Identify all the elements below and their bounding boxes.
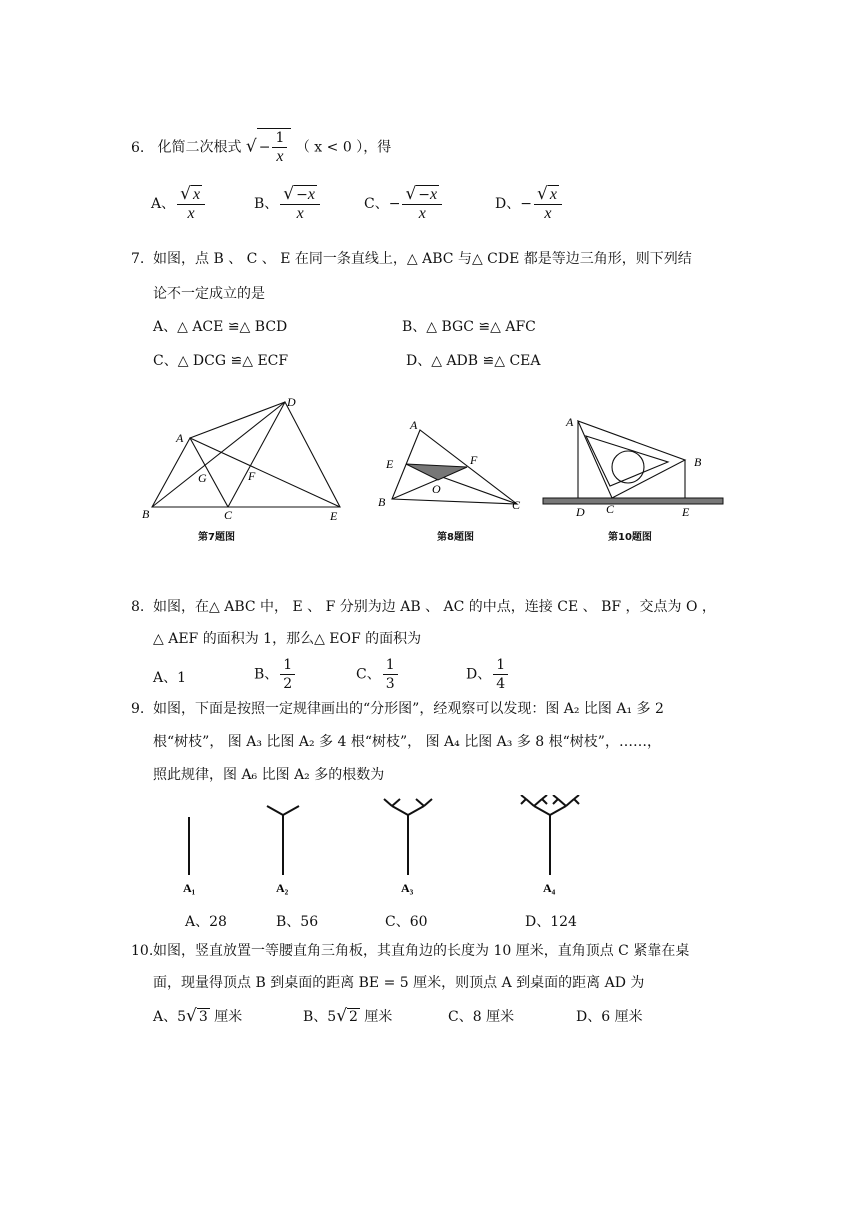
option-d[interactable]: D、− $\frac{√ x}{x}$: [495, 185, 564, 223]
tree-label-a3: A₃: [401, 881, 414, 895]
question-number: 8.: [131, 599, 145, 615]
figure-10-caption: 第10题图: [608, 532, 652, 543]
question-number: 10.: [131, 943, 154, 959]
question-9-line2: 根“树枝”， 图 A₃ 比图 A₂ 多 4 根“树枝”， 图 A₄ 比图 A₃ 多 8 根“树枝”，……，: [153, 734, 661, 750]
question-text: 如图，竖直放置一等腰直角三角板，其直角边的长度为 10 厘米，直角顶点 C 紧靠在桌: [153, 943, 690, 959]
figure-7-caption: 第7题图: [198, 532, 235, 543]
tree-label-a2: A₂: [276, 881, 289, 895]
label-c: C: [606, 502, 615, 516]
question-number: 7.: [131, 251, 145, 267]
option-d[interactable]: D、 $\frac{1}{4}$: [466, 656, 510, 693]
label-d: D: [287, 395, 296, 409]
figure-10: [540, 410, 730, 520]
label-b: B: [142, 507, 150, 521]
question-number: 6.: [131, 139, 145, 156]
option-c[interactable]: C、△ DCG ≌△ ECF: [153, 353, 289, 369]
label-a: A: [176, 431, 184, 445]
label-c: C: [224, 508, 233, 522]
option-b[interactable]: B、 $\frac{1}{2}$: [254, 656, 297, 693]
figure-8: [372, 412, 532, 517]
question-text: 化简二次根式: [157, 139, 242, 156]
tree-label-a1: A₁: [183, 881, 196, 895]
label-b: B: [694, 455, 702, 469]
label-o: O: [432, 482, 441, 496]
label-f: F: [248, 469, 256, 483]
label-d: D: [576, 505, 585, 519]
label-e: E: [682, 505, 690, 519]
question-7-line2: 论不一定成立的是: [153, 286, 265, 302]
label-a: A: [566, 415, 574, 429]
label-g: G: [198, 471, 207, 485]
option-d[interactable]: D、124: [525, 914, 577, 930]
label-c: C: [512, 498, 521, 512]
option-a[interactable]: A、△ ACE ≌△ BCD: [153, 319, 288, 335]
fractal-trees: [170, 795, 620, 900]
question-10: [131, 940, 689, 960]
option-b[interactable]: B、 $\frac{√ -x}{x}$: [254, 185, 322, 223]
question-condition: （ x < 0 ），得: [295, 139, 392, 156]
question-9-line3: 照此规律，图 A₆ 比图 A₂ 多的根数为: [153, 767, 385, 783]
question-text: 如图，在△ ABC 中， E 、 F 分别为边 AB 、 AC 的中点，连接 CE 、 BF ，交点为 O ，: [153, 599, 716, 615]
question-8-line2: △ AEF 的面积为 1，那么△ EOF 的面积为: [153, 631, 422, 647]
label-e: E: [330, 509, 338, 523]
figure-7: [140, 392, 355, 527]
question-9: [131, 698, 664, 718]
option-a[interactable]: A、1: [153, 670, 187, 686]
question-text: 如图，点 B 、 C 、 E 在同一条直线上，△ ABC 与△ CDE 都是等边三角形，则下列结: [153, 251, 692, 267]
label-b: B: [378, 495, 386, 509]
option-d[interactable]: D、△ ADB ≌△ CEA: [406, 353, 541, 369]
radical-sign: √: [245, 136, 257, 157]
label-a: A: [410, 418, 418, 432]
label-e: E: [386, 457, 394, 471]
radicand: − $\frac{1}{x}$: [257, 128, 292, 166]
option-a[interactable]: A、5√ 3 厘米: [153, 1006, 243, 1026]
option-a[interactable]: A、 $\frac{√ x}{x}$: [151, 185, 207, 223]
option-c[interactable]: C、60: [385, 914, 428, 930]
label-f: F: [470, 453, 478, 467]
figure-8-caption: 第8题图: [437, 532, 474, 543]
tree-label-a4: A₄: [543, 881, 556, 895]
question-8: [131, 596, 716, 616]
option-b[interactable]: B、△ BGC ≌△ AFC: [402, 319, 536, 335]
question-text: 如图，下面是按照一定规律画出的“分形图”，经观察可以发现：图 A₂ 比图 A₁ 多 2: [153, 701, 664, 717]
option-b[interactable]: B、5√ 2 厘米: [303, 1006, 393, 1026]
option-d[interactable]: D、6 厘米: [576, 1009, 643, 1025]
option-c[interactable]: C、− $\frac{√ -x}{x}$: [364, 185, 444, 223]
option-c[interactable]: C、8 厘米: [448, 1009, 515, 1025]
option-c[interactable]: C、 $\frac{1}{3}$: [356, 656, 400, 693]
question-7: [131, 248, 692, 268]
question-number: 9.: [131, 701, 145, 717]
option-b[interactable]: B、56: [276, 914, 319, 930]
option-a[interactable]: A、28: [185, 914, 227, 930]
question-10-line2: 面，现量得顶点 B 到桌面的距离 BE = 5 厘米，则顶点 A 到桌面的距离 AD 为: [153, 975, 645, 991]
question-6: [131, 128, 391, 166]
